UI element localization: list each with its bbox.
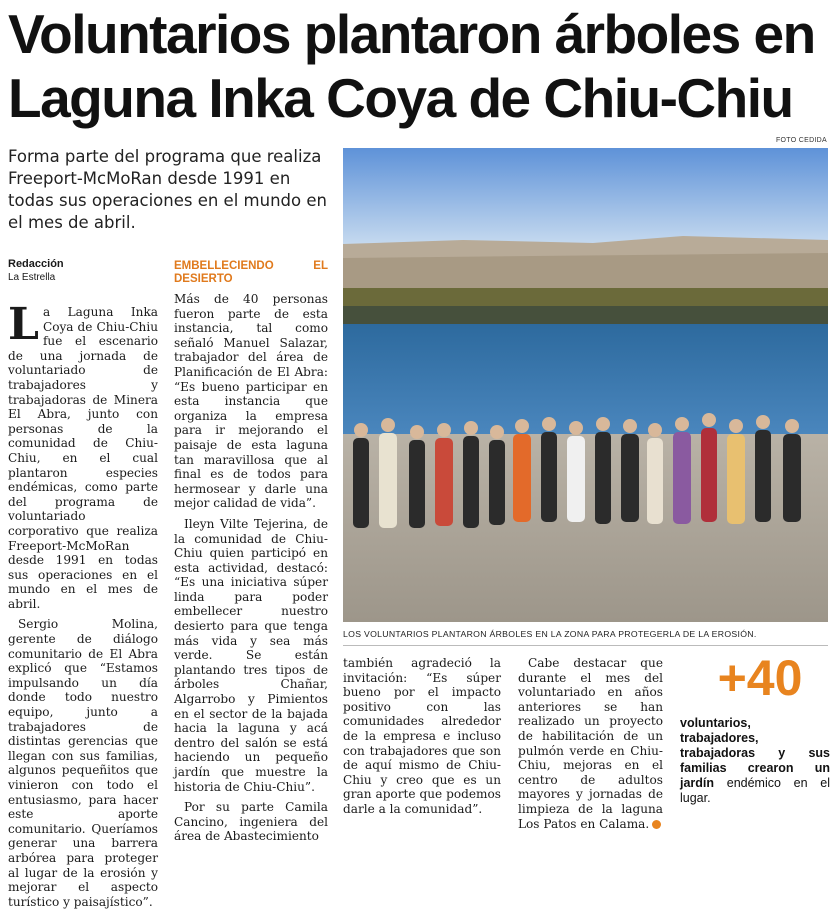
article-column-2 [174,260,328,850]
headline: Voluntarios plantaron árboles en Laguna Inka Coya de Chiu-Chiu [8,3,815,129]
dropcap: L [8,299,39,350]
stat-bold-text: voluntarios, trabajadores, trabajadoras y sus familias crearon un jardín [680,716,830,790]
end-mark-icon [652,820,661,829]
paragraph-1-text: a Laguna Inka Coya de Chiu-Chiu fue el escenario de una jornada de voluntariado de trabajadores y trabajadoras de Minera El Abra, junto con personas de la comunidad de Chiu-Chiu, en el cual plantaron especies endémicas, como parte del programa de voluntariado corporativo que realiza Freeport-McMoRan desde 1991 en todas sus operaciones en el mundo en el mes de abril. [8,305,158,611]
volunteers-photo [343,148,828,622]
byline-publication: La Estrella [8,272,56,283]
photo-caption: LOS VOLUNTARIOS PLANTARON ÁRBOLES EN LA ZONA PARA PROTEGERLA DE LA EROSIÓN. [343,629,757,639]
stat-rest-text: endémico en el lugar. [680,776,830,805]
deck: Forma parte del programa que realiza Freeport-McMoRan desde 1991 en todas sus operaciones en el mundo en el mes de abril. [8,147,327,232]
paragraph-7-text: Cabe destacar que durante el mes del voluntariado en años anteriores se han realizado un proyecto de habilitación de un pulmón verde en Chiu-Chiu, mejoras en el centro de adultos mayores y jornadas de limpieza de la laguna Los Patos en Calama. [518,656,663,831]
stat-description [680,716,830,806]
stat-number: +40 [717,650,803,706]
paragraph-2: Sergio Molina, gerente de diálogo comunitario de El Abra explicó que “Estamos impulsando un día donde todo nuestro equipo, junto a trabajadores de distintas gerencias que llegan con sus familias, algunos pequeñitos que vinieron con todo el entusiasmo, para hacer este aporte comunitario. Queríamos generar una barrera arbórea para proteger al lugar de la erosión y mejorar el aspecto turístico y paisajístico”. [8,617,158,909]
paragraph-5: Por su parte Camila Cancino, ingeniera del área de Abastecimiento [174,800,328,844]
byline-name: Redacción [8,258,64,270]
paragraph-1 [8,299,158,611]
article-column-3 [343,656,501,823]
byline [8,258,64,284]
article-column-4 [518,656,663,837]
caption-divider [343,645,828,646]
section-subhead: EMBELLECIENDO EL DESIERTO [174,260,328,285]
paragraph-3: Más de 40 personas fueron parte de esta instancia, tal como señaló Manuel Salazar, trabajador del área de Planificación de El Abra: “Es bueno participar en esta instancia que organiza la empresa para ir mejorando el paisaje de esta laguna tan maravillosa que al final es de todos para hermosear y darle una mejor calidad de vida”. [174,292,328,511]
paragraph-6: también agradeció la invitación: “Es súper bueno por el impacto positivo con las comunidades alrededor de la empresa e incluso con trabajadores que son de aquí mismo de Chiu-Chiu y creo que es un gran aporte que podemos darle a la comunidad”. [343,656,501,816]
paragraph-4: Ileyn Vilte Tejerina, de la comunidad de Chiu-Chiu quien participó en esta actividad, destacó: “Es una iniciativa súper linda para poder embellecer nuestro desierto para que tenga más vida y sea más verde. Se están plantando tres tipos de árboles Chañar, Algarrobo y Pimientos en el sector de la bajada hacia la laguna y acá dentro del salón se está haciendo un pequeño jardín que muestre la historia de Chiu-Chiu”. [174,516,328,794]
photo-credit: FOTO CEDIDA [775,137,827,144]
article-column-1 [8,299,158,915]
paragraph-7 [518,656,663,831]
